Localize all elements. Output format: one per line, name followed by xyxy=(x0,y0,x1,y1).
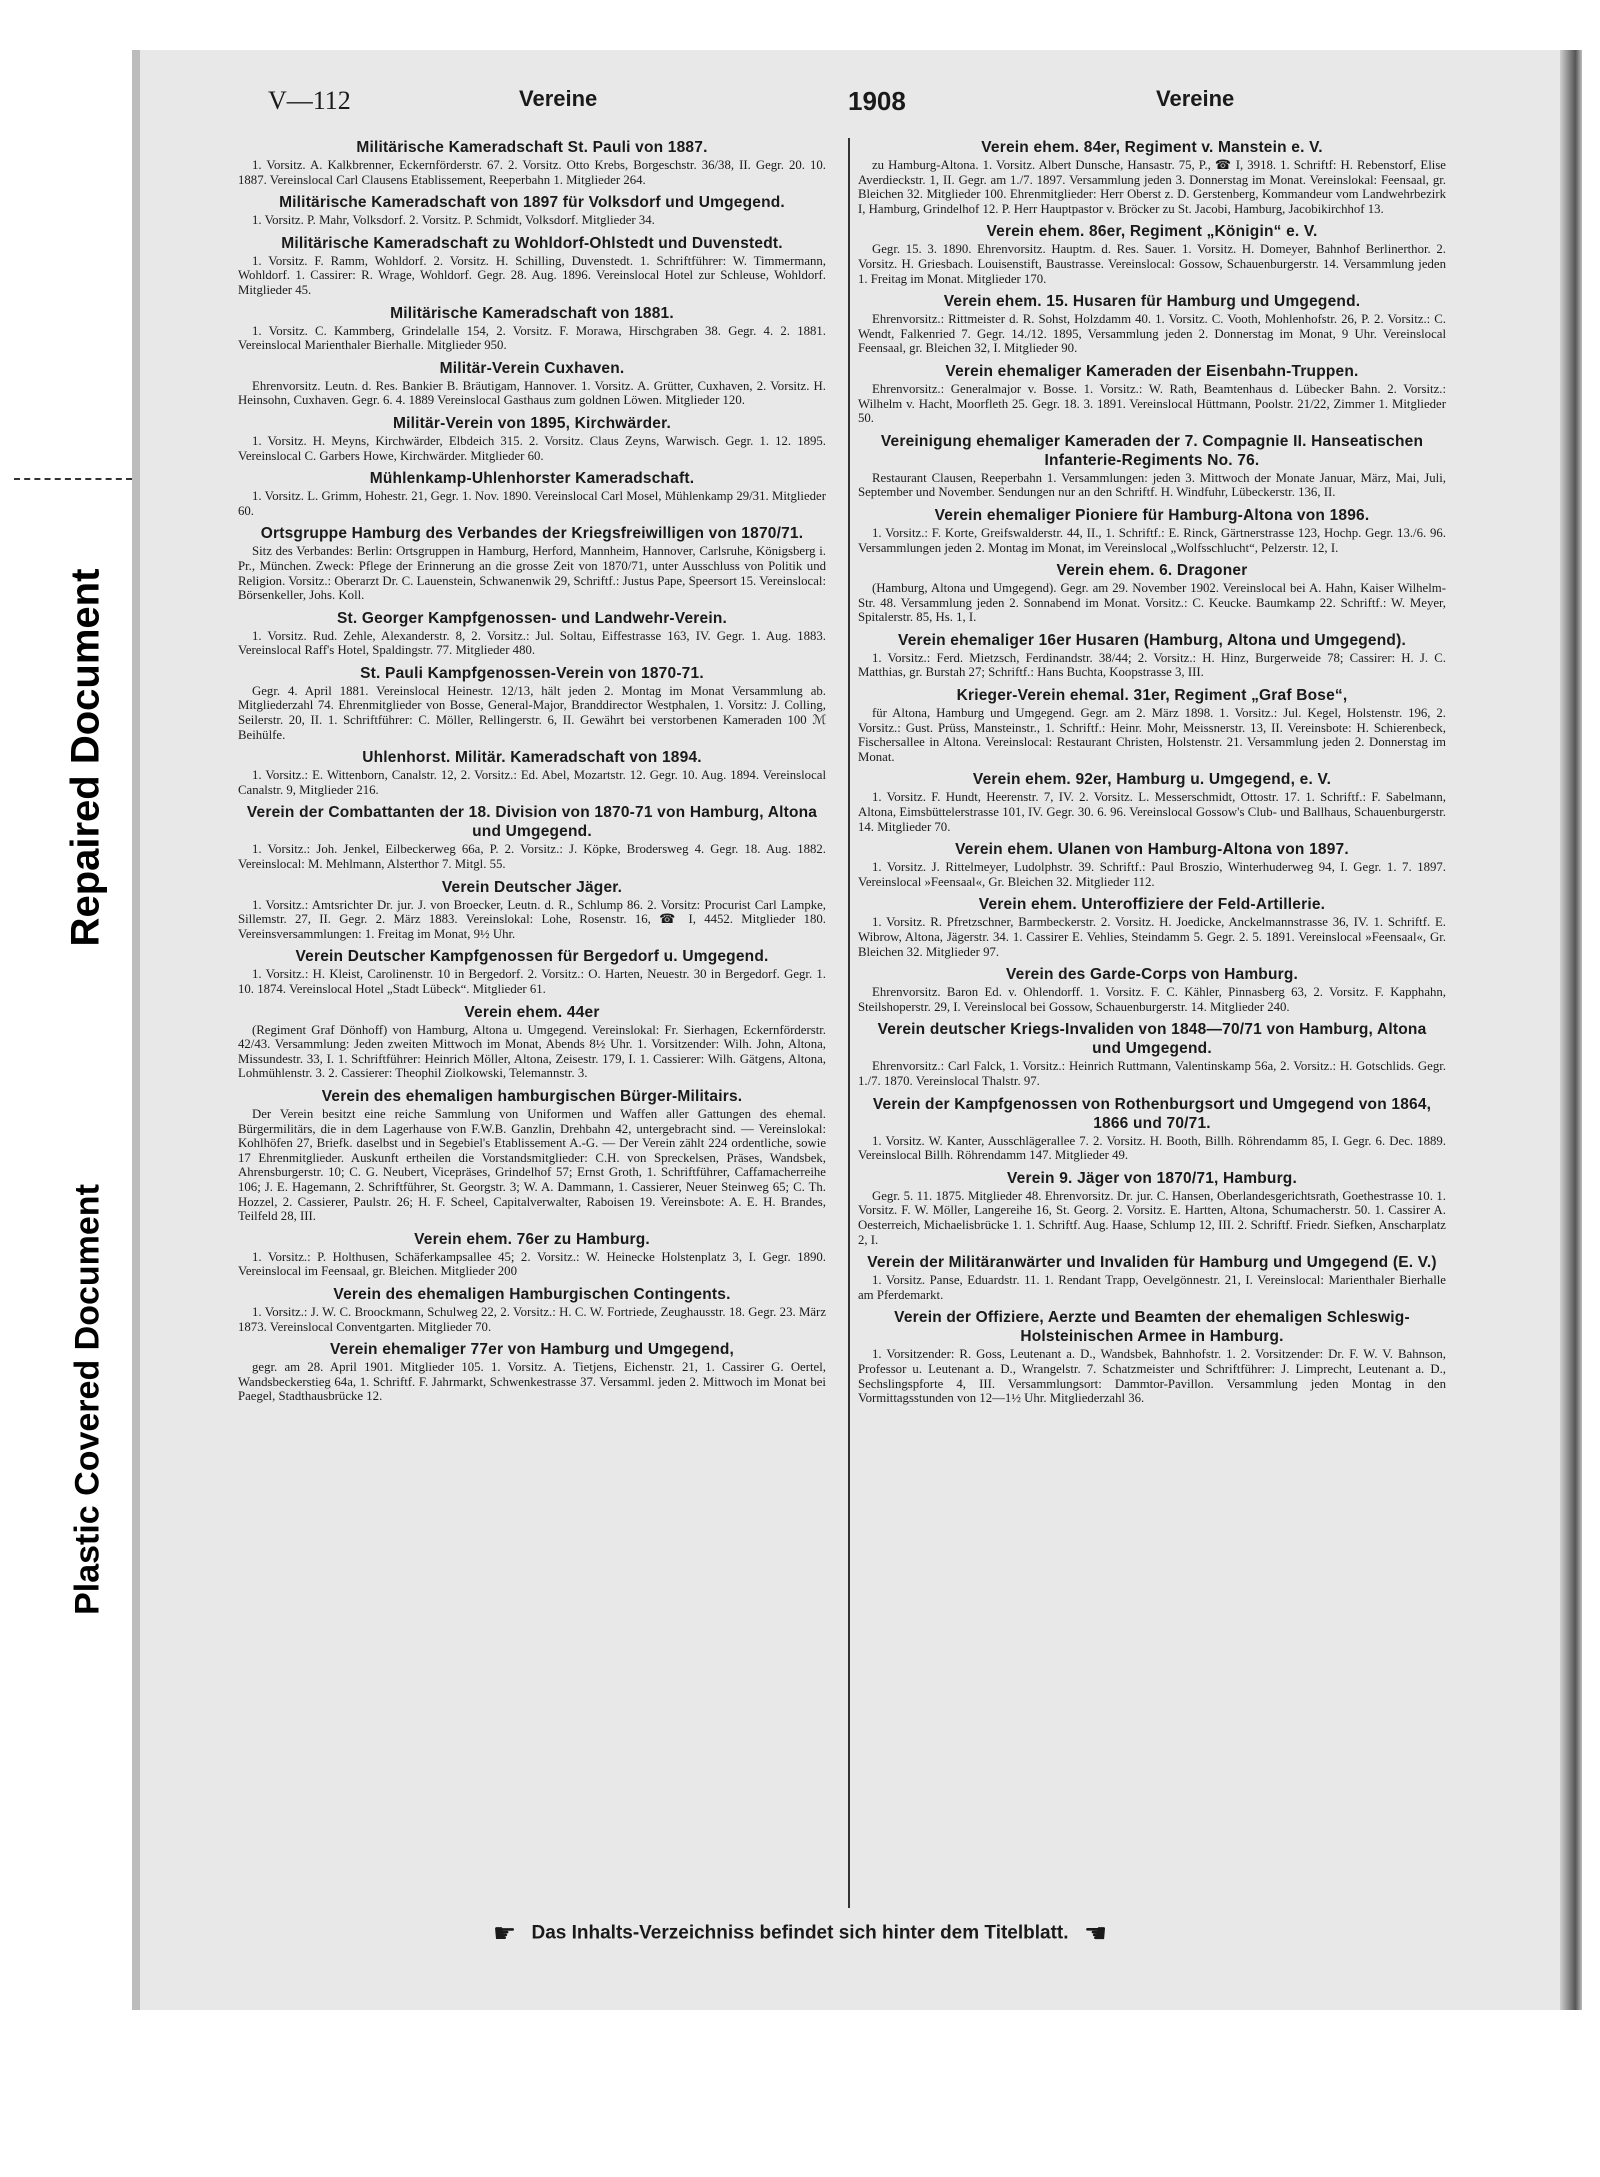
entry-title: Militärische Kameradschaft zu Wohldorf-Ohlstedt und Duvenstedt. xyxy=(281,234,783,252)
association-entry xyxy=(238,304,826,353)
association-entry xyxy=(858,686,1446,764)
association-entry xyxy=(858,965,1446,1014)
entry-title: St. Pauli Kampfgenossen-Verein von 1870-71. xyxy=(360,664,704,682)
entry-title: Krieger-Verein ehemal. 31er, Regiment „Graf Bose“, xyxy=(956,687,1348,705)
entry-text: 1. Vorsitz.: P. Holthusen, Schäferkampsallee 45; 2. Vorsitz.: W. Heinecke Holstenplatz 3, I. Gegr. 1890. Vereinslocal im Feensaal, gr. Bleichen. Mitglieder 200 xyxy=(238,1249,826,1279)
entry-title: Verein Deutscher Kampfgenossen für Bergedorf u. Umgegend. xyxy=(295,948,769,966)
association-entry xyxy=(238,664,826,742)
entry-title: Verein der Offiziere, Aerzte und Beamten der ehemaligen Schleswig-Holsteinischen Armee in Hamburg. xyxy=(894,1309,1410,1346)
entry-text: 1. Vorsitz. W. Kanter, Ausschlägerallee 7. 2. Vorsitz. H. Booth, Billh. Röhrendamm 85, I. Gegr. 6. Dec. 1889. Vereinslocal Billh. Röhrendamm 147. Mitglieder 49. xyxy=(858,1133,1446,1163)
entry-text: 1. Vorsitz. L. Grimm, Hohestr. 21, Gegr. 1. Nov. 1890. Vereinslocal Carl Mosel, Mühlenkamp 29/31. Mitglieder 60. xyxy=(238,489,826,518)
repaired-document-label: Repaired Document xyxy=(63,568,108,947)
entry-title: Militärische Kameradschaft von 1881. xyxy=(390,304,674,322)
entry-title: St. Georger Kampfgenossen- und Landwehr-Verein. xyxy=(336,609,728,627)
association-entry xyxy=(238,1003,826,1081)
entry-title: Verein ehemaliger Kameraden der Eisenbahn-Truppen. xyxy=(945,362,1359,380)
header-year: 1908 xyxy=(848,86,906,116)
association-entry xyxy=(858,561,1446,625)
side-dashed-marker xyxy=(14,478,132,480)
entry-text: für Altona, Hamburg und Umgegend. Gegr. am 2. März 1898. 1. Vorsitz.: Jul. Kegel, Holstenstr. 196, 2. Vorsitz.: Gust. Prüss, Mansteinstr., 1. Schriftf.: Heinr. Mohr, Meissnerstr. 13, II. Vereinsbote: H. Schierenbeck, Fischersallee in Altona. Vereinslocal: Restaurant Christen, Holstenstr. 21. Versammlung jeden 2. Donnerstag im Monat. xyxy=(858,706,1446,764)
entry-text: Gegr. 4. April 1881. Vereinslocal Heinestr. 12/13, hält jeden 2. Montag im Monat Versammlung ab. Mitgliederzahl 74. Ehrenmitglieder von Bosse, General-Major, Branddirector Westphalen, 1. Vorsitz: J. Colling, Seilerstr. 20, II. 1. Schriftführer: C. Möller, Rellingerstr. 6, II. Gewährt bei verstorbenen Kameraden 100 ℳ Beihülfe. xyxy=(238,683,826,742)
entry-title: Verein ehem. 86er, Regiment „Königin“ e. V. xyxy=(986,223,1318,241)
entry-text: gegr. am 28. April 1901. Mitglieder 105. 1. Vorsitz. A. Tietjens, Eichenstr. 21, 1. Cassirer G. Oertel, Wandsbeckerstieg 64a, 1. Schriftf. F. Jahrmarkt, Schwenkestrasse 37. Versamml. jeden 2. Mittwoch im Monat bei Paegel, Stadthausbrücke 12. xyxy=(238,1360,826,1404)
entry-text: 1. Vorsitz. R. Pfretzschner, Barmbeckerstr. 2. Vorsitz. H. Joedicke, Anckelmannstrasse 36, IV. 1. Schriftf. E. Wibrow, Altona, Jägerstr. 34. 1. Cassirer E. Vehlies, Steindamm 5. Gegr. 2. 5. 1891. Vereinslocal »Feensaal«, Gr. Bleichen 32. Mitglieder 97. xyxy=(858,915,1446,959)
association-entry xyxy=(858,138,1446,216)
entry-title: Verein ehem. 6. Dragoner xyxy=(1056,562,1248,580)
association-entry xyxy=(238,234,826,298)
entry-text: Gegr. 15. 3. 1890. Ehrenvorsitz. Hauptm. d. Res. Sauer. 1. Vorsitz. H. Domeyer, Bahnhof Berlinerthor. 2. Vorsitz. H. Griesbach. Louisenstift, Baustrasse. Vereinslocal: Gossow, Schauenburgerstr. 14. Versammlung jeden 1. Freitag im Monat. Mitglieder 170. xyxy=(858,242,1446,286)
entry-title: Vereinigung ehemaliger Kameraden der 7. Compagnie II. Hanseatischen Infanterie-Regiments No. 76. xyxy=(880,432,1424,469)
association-entry xyxy=(858,770,1446,834)
association-entry xyxy=(858,1308,1446,1405)
association-entry xyxy=(238,1087,826,1224)
entry-text: 1. Vorsitz. P. Mahr, Volksdorf. 2. Vorsitz. P. Schmidt, Volksdorf. Mitglieder 34. xyxy=(252,213,655,228)
right-column xyxy=(858,138,1446,1412)
association-entry xyxy=(238,414,826,463)
entry-text: 1. Vorsitz.: J. W. C. Broockmann, Schulweg 22, 2. Vorsitz.: H. C. W. Fortriede, Zeughausstr. 18. Gegr. 23. März 1873. Vereinslocal Conventgarten. Mitglieder 70. xyxy=(238,1304,826,1334)
entry-text: Gegr. 5. 11. 1875. Mitglieder 48. Ehrenvorsitz. Dr. jur. C. Hansen, Oberlandesgerichtsrath, Goethestrasse 10. 1. Vorsitz. F. W. Möller, Langereihe 16, St. Georg. 2. Vorsitz. E. Hartten, Altona, Schumacherstr. 50. 1. Cassirer A. Oesterreich, Michaelisbrücke 1. 1. Schriftf. Aug. Haase, Schlump 12, III. 2. Schriftf. Friedr. Siefken, Anscharplatz 2, I. xyxy=(858,1188,1446,1247)
entry-text: 1. Vorsitz. F. Ramm, Wohldorf. 2. Vorsitz. H. Schilling, Duvenstedt. 1. Schriftführer: W. Timmermann, Wohldorf. 1. Cassirer: R. Wrage, Wohldorf. Gegr. 28. Aug. 1896. Vereinslocal Hotel zur Schleuse, Wohldorf. Mitglieder 45. xyxy=(238,253,826,297)
entry-text: 1. Vorsitz.: Ferd. Mietzsch, Ferdinandstr. 38/44; 2. Vorsitz.: H. Hinz, Burgerweide 78; Cassirer: H. J. C. Matthias, gr. Burstah 27; Schriftf.: Hans Buchta, Koopstrasse 3, III. xyxy=(858,650,1446,680)
entry-text: 1. Vorsitz.: F. Korte, Greifswalderstr. 44, II., 1. Schriftf.: E. Rinck, Gärtnerstrasse 123, Hochp. Gegr. 13./6. 96. Versammlungen jeden 2. Montag im Monat, im Vereinslocal „Wolfsschlucht“, Pelzerstr. 12, I. xyxy=(858,525,1446,555)
entry-title: Verein ehemaliger 77er von Hamburg und Umgegend, xyxy=(329,1341,735,1359)
association-entry xyxy=(238,878,826,942)
entry-text: Ehrenvorsitz. Baron Ed. v. Ohlendorff. 1. Vorsitz. F. C. Kähler, Pinnasberg 63, 2. Vorsitz. F. Kapphahn, Steilshoperstr. 29, I. Vereinslocal bei Gossow, Schauenburgerstr. 14. Mitglieder 240. xyxy=(858,985,1446,1014)
entry-text: 1. Vorsitz. H. Meyns, Kirchwärder, Elbdeich 315. 2. Vorsitz. Claus Zeyns, Warwisch. Gegr. 1. 12. 1895. Vereinslocal C. Garbers Howe, Kirchwärder. Mitglieder 60. xyxy=(238,433,826,463)
plastic-covered-document-label: Plastic Covered Document xyxy=(68,1184,107,1615)
entry-title: Verein ehem. 44er xyxy=(464,1003,600,1021)
entry-text: (Regiment Graf Dönhoff) von Hamburg, Altona u. Umgegend. Vereinslokal: Fr. Sierhagen, Eckernförderstr. 42/43. Versammlung: Jeden zweiten Mittwoch im Monat, Abends 8½ Uhr. 1. Vorsitzender: Wilh. John, Altona, Missundestr. 33, I. 1. Schriftführer: Heinrich Möller, Altona, Zeisestr. 179, I. 1. Cassierer: Wilh. Gätgens, Altona, Lohmühlenstr. 3. 2. Cassierer: Theophil Ziolkowski, Telemannstr. 3. xyxy=(238,1022,826,1081)
entry-text: Der Verein besitzt eine reiche Sammlung von Uniformen und Waffen aller Gattungen des ehemal. Bürgermilitärs, die in dem Lagerhause von F.W.B. Ganzlin, Drehbahn 42, untergebracht sind. — Vereinslokal: Kohlhöfen 27, Briefk. daselbst und in Segebiel's Etablissement A.-G. — Der Verein zählt 224 ordentliche, sowie 17 Ehrenmitglieder. Auskunft ertheilen die Vorstandsmitglieder: C.H. von Spreckelsen, Präses, Wandsbek, Ahrensburgerstr. 10; C. G. Neubert, Vicepräses, Grindelhof 57; Ernst Groth, 1. Schriftführer, Caffamacherreihe 106; J. E. Hagemann, 2. Schriftführer, St. Georgstr. 3; W. A. Dammann, 1. Cassierer, Neuer Steinweg 65; C. Th. Hozzel, 2. Cassierer, Paulstr. 26; H. F. Scheel, Capitalverwalter, Raboisen 19. Vereinsbote: A. E. H. Brandes, Teilfeld 28, III. xyxy=(238,1106,826,1224)
page-binding-edge xyxy=(132,50,140,2010)
entry-title: Verein des Garde-Corps von Hamburg. xyxy=(1005,966,1299,984)
entry-title: Verein Deutscher Jäger. xyxy=(441,878,623,896)
entry-title: Verein des ehemaligen Hamburgischen Contingents. xyxy=(333,1285,731,1303)
pointing-hand-right-icon: ☛ xyxy=(492,1918,517,1948)
page-right-edge xyxy=(1560,50,1582,2010)
entry-text: 1. Vorsitz. A. Kalkbrenner, Eckernförderstr. 67. 2. Vorsitz. Otto Krebs, Borgeschstr. 36/38, II. Gegr. 20. 10. 1887. Vereinslocal Carl Clausens Etablissement, Reeperbahn 1. Mitglieder 264. xyxy=(238,158,826,187)
association-entry xyxy=(858,222,1446,286)
entry-text: 1. Vorsitz.: Joh. Jenkel, Eilbeckerweg 66a, P. 2. Vorsitz.: J. Köpke, Brodersweg 4. Gegr. 18. Aug. 1882. Vereinslocal: M. Mehlmann, Alsterthor 7. Mitgl. 55. xyxy=(238,842,826,872)
association-entry xyxy=(858,1020,1446,1088)
association-entry xyxy=(238,1230,826,1279)
header-right-title: Vereine xyxy=(1156,86,1235,111)
association-entry xyxy=(858,1169,1446,1247)
association-entry xyxy=(858,432,1446,500)
entry-title: Verein ehem. 15. Husaren für Hamburg und Umgegend. xyxy=(943,293,1361,311)
entry-title: Verein deutscher Kriegs-Invaliden von 1848—70/71 von Hamburg, Altona und Umgegend. xyxy=(877,1021,1427,1058)
entry-title: Verein ehem. 84er, Regiment v. Manstein e. V. xyxy=(981,139,1323,156)
entry-title: Verein ehemaliger 16er Husaren (Hamburg, Altona und Umgegend). xyxy=(898,631,1406,649)
pointing-hand-left-icon: ☚ xyxy=(1083,1918,1108,1948)
association-entry xyxy=(238,138,826,187)
association-entry xyxy=(238,947,826,996)
footer-text: Das Inhalts-Verzeichniss befindet sich hinter dem Titelblatt. xyxy=(531,1922,1069,1944)
association-entry xyxy=(858,506,1446,555)
entry-title: Verein 9. Jäger von 1870/71, Hamburg. xyxy=(1007,1169,1297,1187)
association-entry xyxy=(858,1253,1446,1302)
association-entry xyxy=(858,362,1446,426)
entry-title: Verein ehem. 92er, Hamburg u. Umgegend, e. V. xyxy=(972,771,1332,789)
entry-title: Verein ehem. Ulanen von Hamburg-Altona von 1897. xyxy=(955,841,1349,859)
association-entry xyxy=(238,748,826,797)
entry-title: Uhlenhorst. Militär. Kameradschaft von 1894. xyxy=(362,749,702,767)
entry-text: 1. Vorsitz.: Amtsrichter Dr. jur. J. von Broecker, Leutn. d. R., Schlump 86. 2. Vorsitz: Procurist Carl Lampke, Sillemstr. 27, II. Gegr. 2. März 1883. Vereinslokal: Lohe, Rosenstr. 16, ☎ I, 4452. Mitglieder 180. Vereinsversammlungen: 1. Freitag im Monat, 9½ Uhr. xyxy=(238,897,826,941)
association-entry xyxy=(238,469,826,518)
association-entry xyxy=(238,359,826,408)
entry-title: Verein ehem. 76er zu Hamburg. xyxy=(414,1230,650,1248)
entry-text: 1. Vorsitz. Panse, Eduardstr. 11. 1. Rendant Trapp, Oevelgönnestr. 21, I. Vereinslocal: Marienthaler Bierhalle am Pferdemarkt. xyxy=(858,1273,1446,1302)
header-left-title: Vereine xyxy=(519,86,598,111)
entry-text: Ehrenvorsitz.: Generalmajor v. Bosse. 1. Vorsitz.: W. Rath, Beamtenhaus d. Lübecker Bahn. 2. Vorsitz.: Wilhelm v. Hacht, Moorfleth 25. Gegr. 18. 3. 1891. Vereinslocal Hüttmann, Poolstr. 21/22, Zimmer 1. Mitglieder 50. xyxy=(858,381,1446,426)
column-divider xyxy=(848,138,850,1908)
entry-title: Verein ehemaliger Pioniere für Hamburg-Altona von 1896. xyxy=(934,506,1370,524)
association-entry xyxy=(858,840,1446,889)
association-entry xyxy=(238,1340,826,1404)
association-entry xyxy=(858,631,1446,680)
association-entry xyxy=(238,609,826,658)
association-entry xyxy=(238,1285,826,1334)
association-entry xyxy=(858,1095,1446,1163)
entry-text: Restaurant Clausen, Reeperbahn 1. Versammlungen: jeden 3. Mittwoch der Monate Januar, März, Mai, Juli, September und November. Sendungen nur an den Schriftf. H. Windfuhr, Lübeckerstr. 136, II. xyxy=(858,470,1446,500)
entry-text: 1. Vorsitz.: H. Kleist, Carolinenstr. 10 in Bergedorf. 2. Vorsitz.: O. Harten, Neuestr. 30 in Bergedorf. Gegr. 1. 10. 1874. Vereinslocal Hotel „Stadt Lübeck“. Mitglieder 61. xyxy=(238,967,826,996)
association-entry xyxy=(238,803,826,871)
association-entry xyxy=(238,524,826,602)
entry-title: Mühlenkamp-Uhlenhorster Kameradschaft. xyxy=(369,470,695,488)
entry-title: Verein der Kampfgenossen von Rothenburgsort und Umgegend von 1864, 1866 und 70/71. xyxy=(872,1095,1432,1132)
association-entry xyxy=(238,193,826,228)
page-number: V—112 xyxy=(268,86,351,115)
entry-text: Ehrenvorsitz. Leutn. d. Res. Bankier B. Bräutigam, Hannover. 1. Vorsitz. A. Grütter, Cuxhaven, 2. Vorsitz. H. Heinsohn, Cuxhaven. Gegr. 6. 4. 1889 Vereinslocal Gasthaus zum goldnen Löwen. Mitglieder 120. xyxy=(238,378,826,408)
left-column xyxy=(238,138,826,1410)
association-entry xyxy=(858,292,1446,356)
footer-note xyxy=(0,1918,1600,1949)
entry-text: zu Hamburg-Altona. 1. Vorsitz. Albert Dunsche, Hansastr. 75, P., ☎ I, 3918. 1. Schriftf: H. Rebenstorf, Elise Averdieckstr. 1, II. Gegr. am 1./7. 1897. Versammlung jeden 3. Donnerstag im Monat. Vereinslokal: Feensaal, gr. Bleichen 32. Mitglieder 100. Ehrenmitglieder: Herr Oberst z. D. Gerstenberg, Kommandeur vom Landwehrbezirk I, Hamburg, Grindelhof 12. P. Herr Hauptpastor v. Bröcker zu St. Jacobi, Hamburg, Jacobikirchhof 13. xyxy=(858,158,1446,216)
entry-text: 1. Vorsitz. F. Hundt, Heerenstr. 7, IV. 2. Vorsitz. L. Messerschmidt, Ottostr. 17. 1. Schriftf.: F. Sabelmann, Altona, Eimsbüttelerstrasse 101, IV. Gegr. 30. 6. 96. Vereinslocal Gossow's Club- und Ballhaus, Schauenburgerstr. 14. Mitglieder 70. xyxy=(858,790,1446,834)
entry-title: Verein des ehemaligen hamburgischen Bürger-Militairs. xyxy=(321,1087,743,1105)
entry-text: (Hamburg, Altona und Umgegend). Gegr. am 29. November 1902. Vereinslocal bei A. Hahn, Kaiser Wilhelm-Str. 48. Versammlung jeden 2. Sonnabend im Monat. Vorsitz.: C. Keucke. Baumkamp 22. Schriftf.: W. Meyer, Spitalerstr. 85, Hs. 1, I. xyxy=(858,581,1446,625)
entry-text: 1. Vorsitz. C. Kammberg, Grindelalle 154, 2. Vorsitz. F. Morawa, Hirschgraben 38. Gegr. 4. 2. 1881. Vereinslocal Marienthaler Bierhalle. Mitglieder 950. xyxy=(238,323,826,353)
entry-text: Ehrenvorsitz.: Carl Falck, 1. Vorsitz.: Heinrich Ruttmann, Valentinskamp 56a, 2. Vorsitz.: H. Gotschlids. Gegr. 1./7. 1870. Vereinslocal Thalstr. 97. xyxy=(858,1059,1446,1088)
entry-title: Verein der Militäranwärter und Invaliden für Hamburg und Umgegend (E. V.) xyxy=(867,1254,1437,1272)
entry-text: 1. Vorsitz. J. Rittelmeyer, Ludolphstr. 39. Schriftf.: Paul Broszio, Winterhuderweg 94, I. Gegr. 1. 7. 1897. Vereinslocal »Feensaal«, Gr. Bleichen 32. Mitglieder 112. xyxy=(858,860,1446,889)
entry-title: Militär-Verein von 1895, Kirchwärder. xyxy=(393,414,671,432)
entry-text: Sitz des Verbandes: Berlin: Ortsgruppen in Hamburg, Herford, Mannheim, Hannover, Carlsruhe, Königsberg i. Pr., München. Zweck: Pflege der Erinnerung an die grosse Zeit von 1870/71, unter Ausschluss von Politik und Religion. Vorsitz.: Oberarzt Dr. C. Lauenstein, Schwanenwik 29, Schriftf.: Justus Pape, Speersort 15. Vereinslocal: Börsenkeller, Johs. Koll. xyxy=(238,544,826,603)
entry-title: Militärische Kameradschaft von 1897 für Volksdorf und Umgegend. xyxy=(279,194,785,212)
entry-text: 1. Vorsitzender: R. Goss, Leutenant a. D., Wandsbek, Bahnhofstr. 1. 2. Vorsitzender: Dr. F. W. V. Bahnson, Professor u. Leutenant a. D., Wrangelstr. 7. Schatzmeister und Schriftführer: J. Limprecht, Leutenant a. D., Sechslingspforte 4, III. Versammlungsort: Dammtor-Pavillon. Versammlung jeden Montag in den Vormittagsstunden von 12—1½ Uhr. Mitgliederzahl 36. xyxy=(858,1347,1446,1406)
entry-text: 1. Vorsitz. Rud. Zehle, Alexanderstr. 8, 2. Vorsitz.: Jul. Soltau, Eiffestrasse 163, IV. Gegr. 1. Aug. 1883. Vereinslocal Raff's Hotel, Spaldingstr. 77. Mitglieder 480. xyxy=(238,628,826,658)
entry-title: Militär-Verein Cuxhaven. xyxy=(439,359,625,377)
entry-title: Ortsgruppe Hamburg des Verbandes der Kriegsfreiwilligen von 1870/71. xyxy=(260,525,804,543)
page-header xyxy=(268,86,1600,126)
association-entry xyxy=(858,895,1446,959)
entry-title: Verein ehem. Unteroffiziere der Feld-Artillerie. xyxy=(978,896,1326,914)
entry-title: Militärische Kameradschaft St. Pauli von 1887. xyxy=(356,139,708,156)
entry-title: Verein der Combattanten der 18. Division von 1870-71 von Hamburg, Altona und Umgegend. xyxy=(246,804,818,841)
entry-text: 1. Vorsitz.: E. Wittenborn, Canalstr. 12, 2. Vorsitz.: Ed. Abel, Mozartstr. 12. Gegr. 10. Aug. 1894. Vereinslocal Canalstr. 9, Mitglieder 216. xyxy=(238,768,826,797)
entry-text: Ehrenvorsitz.: Rittmeister d. R. Sohst, Holzdamm 40. 1. Vorsitz. C. Vooth, Mohlenhofstr. 26, P. 2. Vorsitz.: C. Wendt, Falkenried 7. Gegr. 14./12. 1895, Versammlung jeden 2. Donnerstag im Monat, 9 Uhr. Vereinslocal Feensaal, gr. Bleichen 32, I. Mitglieder 90. xyxy=(858,312,1446,356)
